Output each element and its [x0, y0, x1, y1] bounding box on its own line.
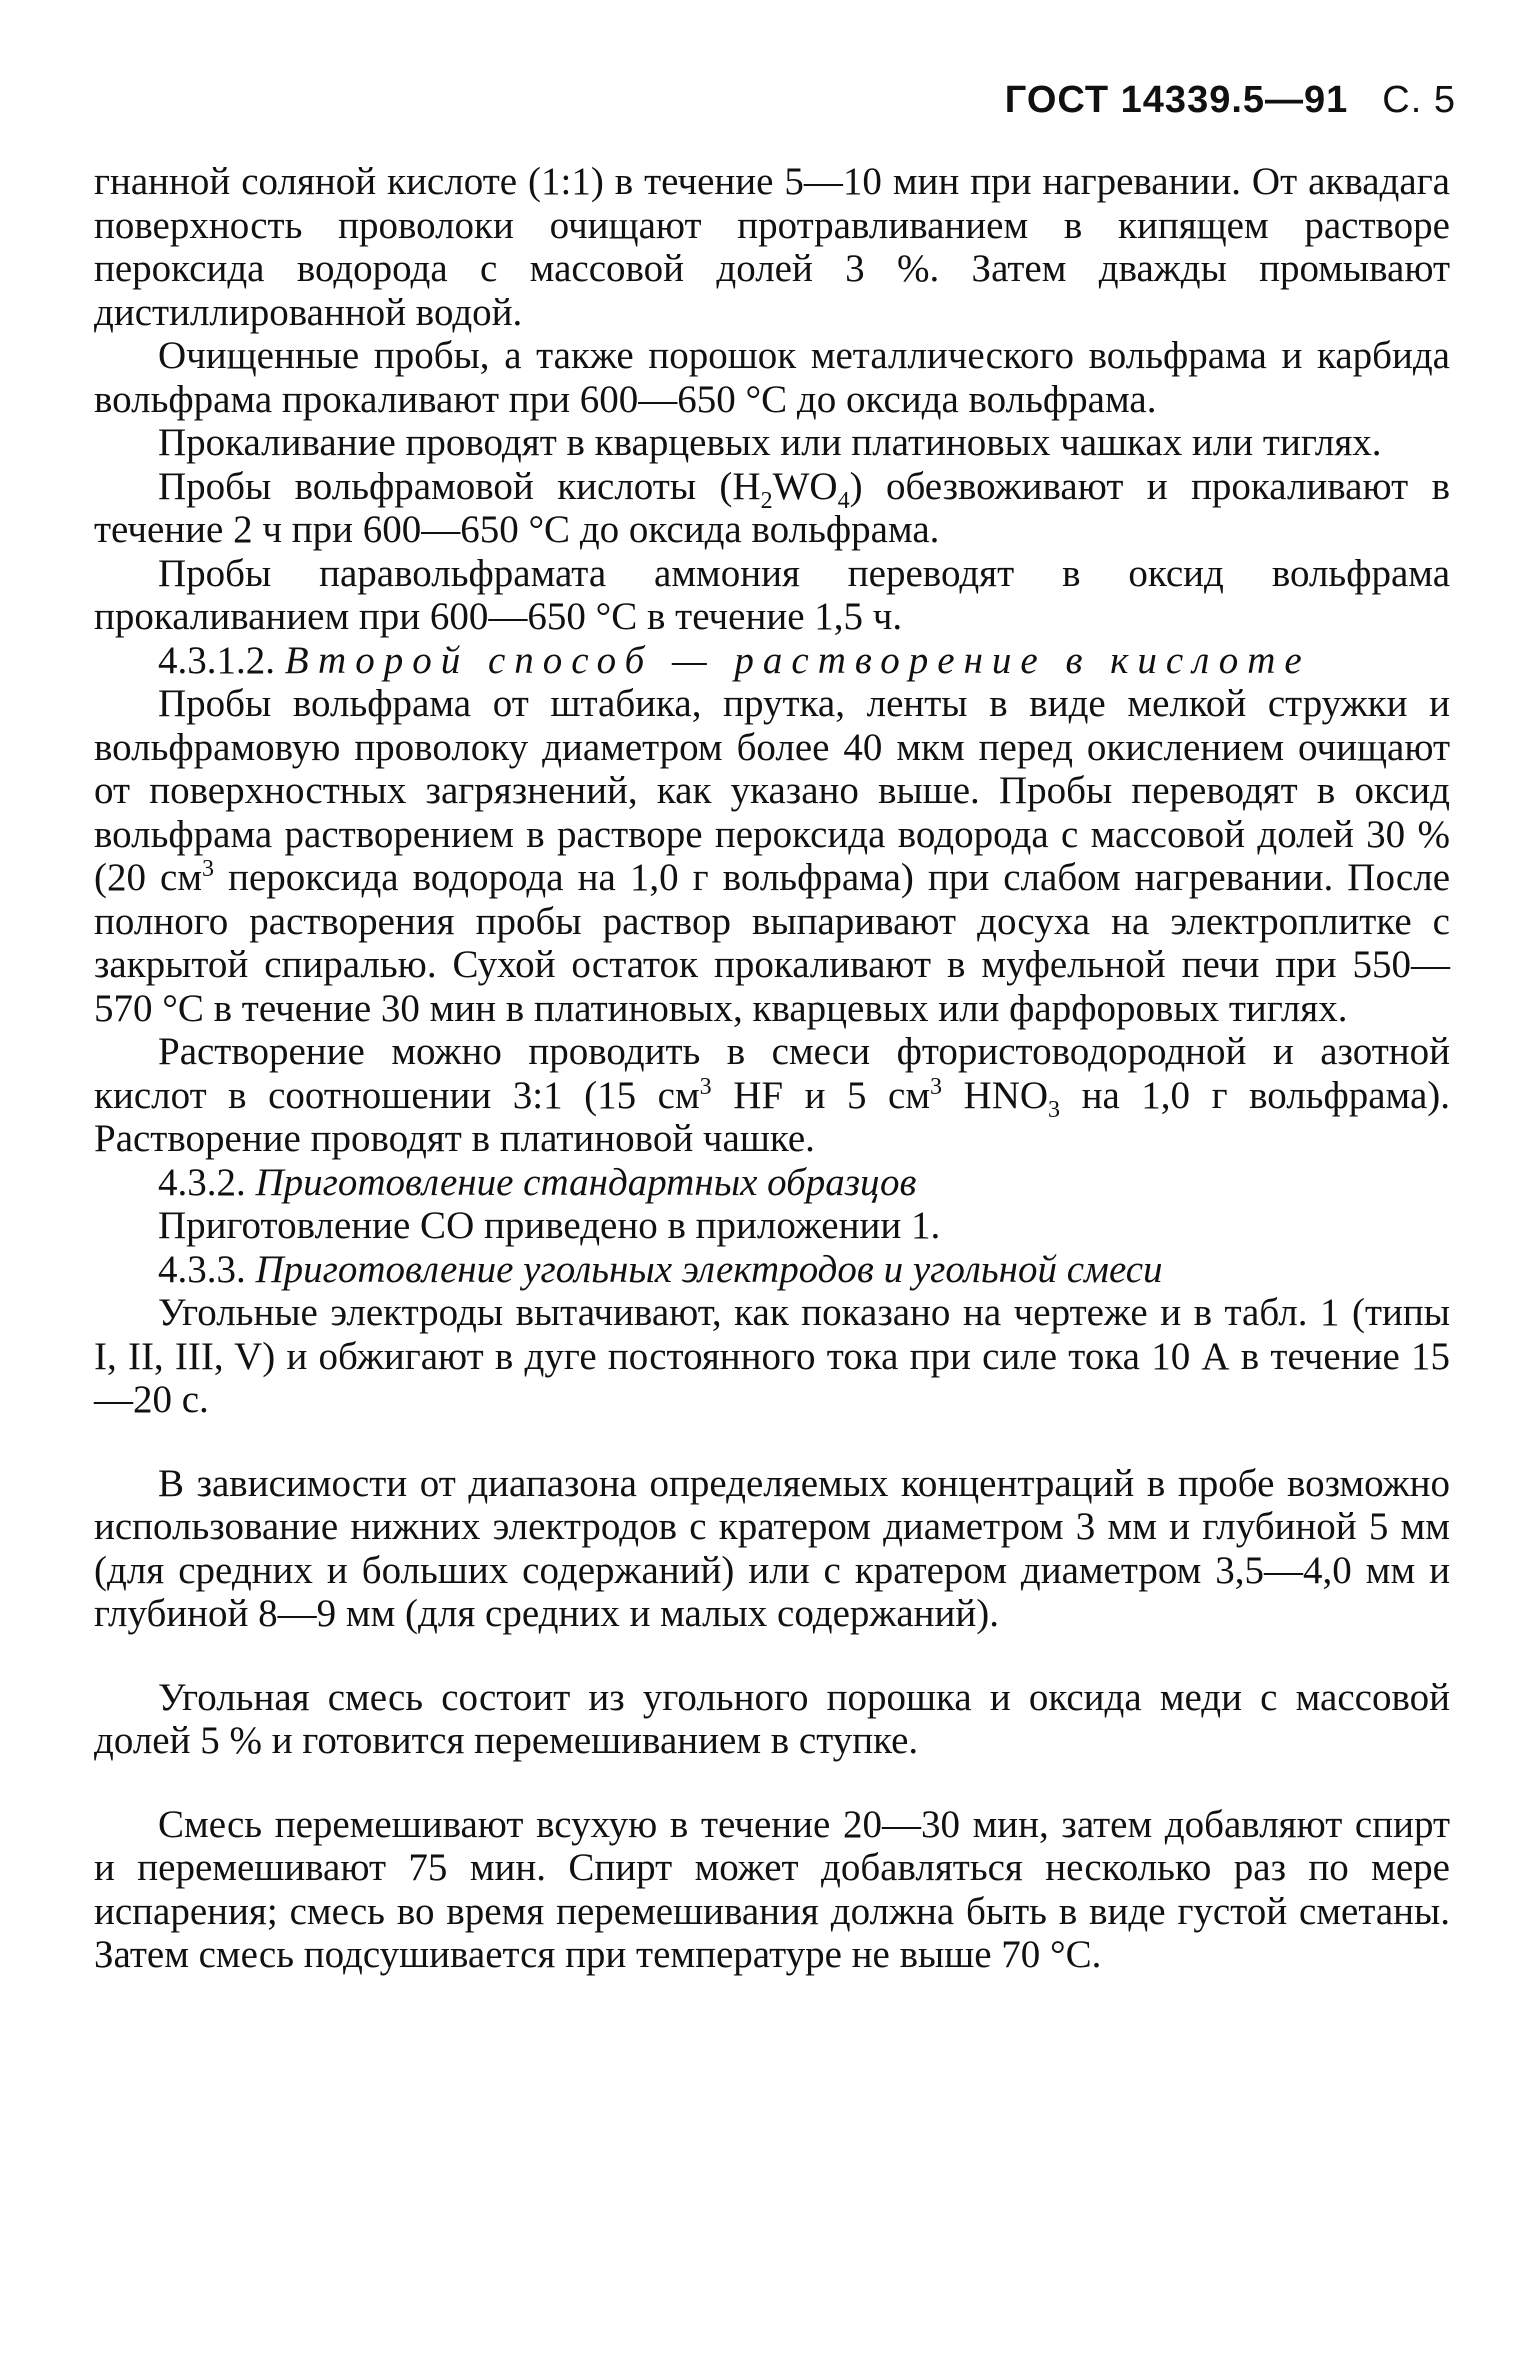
subscript: 3	[1048, 1096, 1061, 1123]
section-title: Приготовление угольных электродов и угольной смеси	[255, 1247, 1163, 1291]
section-number: 4.3.3.	[158, 1247, 246, 1291]
paragraph: В зависимости от диапазона определяемых концентраций в пробе возможно использование нижних электродов с кратером диаметром 3 мм и глубиной 5 мм (для средних и больших содержаний) или с кратером диаметром 3,5—4,0 мм и глубиной 8—9 мм (для средних и малых содержаний).	[94, 1461, 1450, 1635]
superscript: 3	[699, 1073, 712, 1100]
text-run: Растворение можно проводить в смеси фтористоводородной и азотной кислот в соотношении 3:1 (15 см	[94, 1030, 1450, 1117]
page-header	[1005, 78, 1456, 122]
document-code: ГОСТ 14339.5—91	[1004, 79, 1349, 121]
text-run: Пробы вольфрамовой кислоты (H	[158, 464, 761, 508]
paragraph: Очищенные пробы, а также порошок металлического вольфрама и карбида вольфрама прокаливают при 600—650 °С до оксида вольфрама.	[94, 334, 1450, 421]
section-number: 4.3.1.2.	[158, 638, 275, 682]
subscript: 2	[760, 487, 773, 514]
section-title: Второй способ — растворение в кислоте	[284, 638, 1311, 682]
text-run: ) обезвоживают и прокаливают в течение 2 ч при 600—650 °С до оксида вольфрама.	[94, 464, 1450, 551]
section-heading-4-3-3	[94, 1248, 1450, 1292]
paragraph: Прокаливание проводят в кварцевых или платиновых чашках или тиглях.	[158, 421, 1382, 464]
paragraph	[94, 465, 1450, 552]
paragraph: Пробы паравольфрамата аммония переводят в оксид вольфрама прокаливанием при 600—650 °С в течение 1,5 ч.	[94, 551, 1450, 638]
text-run: Пробы вольфрама от штабика, прутка, ленты в виде мелкой стружки и вольфрамовую проволоку диаметром более 40 мкм перед окислением очищают от поверхностных загрязнений, как указано выше. Пробы переводят в оксид вольфрама растворением в растворе пероксида водорода с массовой долей 30 % (20 см	[94, 682, 1450, 899]
document-body	[94, 160, 1450, 1977]
section-title: Приготовление стандартных образцов	[255, 1160, 917, 1204]
paragraph: Угольная смесь состоит из угольного порошка и оксида меди с массовой долей 5 % и готовится перемешиванием в ступке.	[94, 1675, 1450, 1762]
page-number: С. 5	[1382, 79, 1456, 121]
paragraph: Угольные электроды вытачивают, как показано на чертеже и в табл. 1 (типы I, II, III, V) и обжигают в дуге постоянного тока при силе тока 10 А в течение 15—20 с.	[94, 1291, 1450, 1421]
paragraph: Приготовление СО приведено в приложении 1.	[158, 1204, 941, 1247]
section-heading-4-3-2	[94, 1161, 1450, 1205]
paragraph	[94, 682, 1450, 1030]
paragraph: Смесь перемешивают всухую в течение 20—30 мин, затем добавляют спирт и перемешивают 75 мин. Спирт может добавляться несколько раз по мере испарения; смесь во время перемешивания должна быть в виде густой сметаны. Затем смесь подсушивается при температуре не выше 70 °С.	[94, 1802, 1450, 1976]
superscript: 3	[202, 856, 215, 882]
subscript: 4	[837, 487, 850, 514]
text-run: WO	[772, 464, 838, 508]
text-run: пероксида водорода на 1,0 г вольфрама) при слабом нагревании. После полного растворения пробы раствор выпаривают досуха на электроплитке с закрытой спиралью. Сухой остаток прокаливают в муфельной печи при 550—570 °С в течение 30 мин в платиновых, кварцевых или фарфоровых тиглях.	[94, 856, 1450, 1030]
section-number: 4.3.2.	[158, 1160, 246, 1204]
section-heading-4-3-1-2	[94, 639, 1450, 683]
paragraph-continued: гнанной соляной кислоте (1:1) в течение 5—10 мин при нагревании. От аквадага поверхность проволоки очищают протравливанием в кипящем растворе пероксида водорода с массовой долей 3 %. Затем дважды промывают дистиллированной водой.	[94, 160, 1450, 334]
text-run: на 1,0 г вольфрама). Растворение проводят в платиновой чашке.	[94, 1073, 1451, 1160]
paragraph	[94, 1030, 1450, 1161]
text-run: HNO	[942, 1073, 1049, 1117]
superscript: 3	[930, 1073, 943, 1100]
text-run: HF и 5 см	[711, 1073, 931, 1117]
